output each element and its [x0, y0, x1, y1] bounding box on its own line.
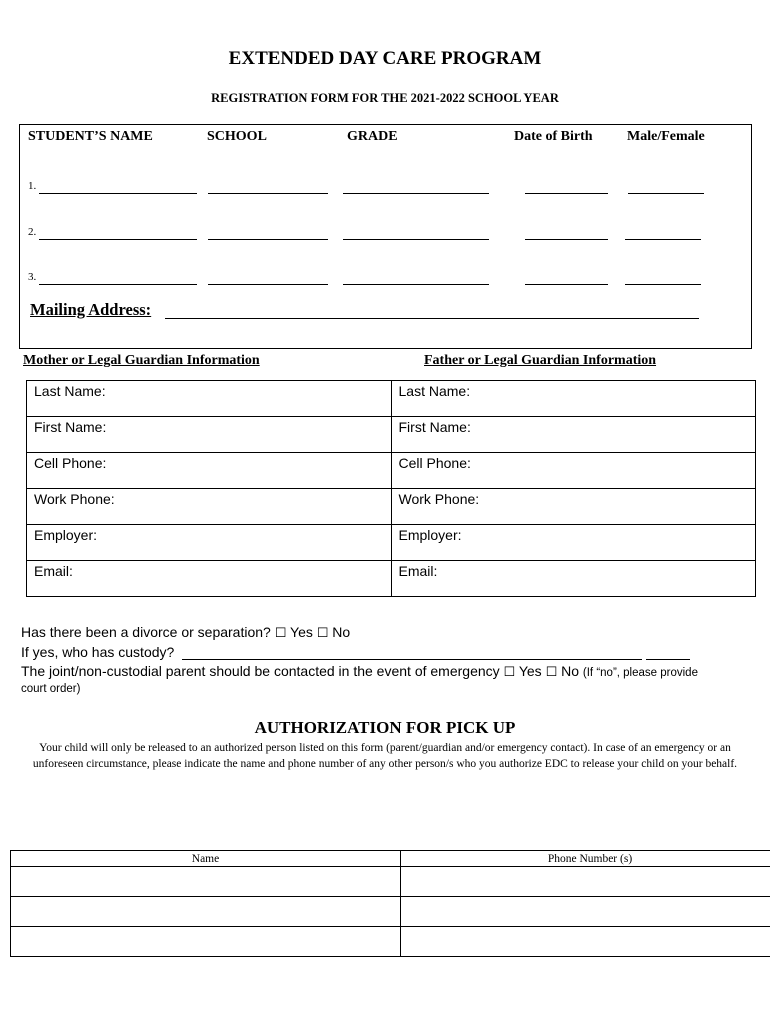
mother-first-name-field[interactable]: First Name: — [27, 417, 392, 453]
mother-last-name-field[interactable]: Last Name: — [27, 381, 392, 417]
col-header-school: SCHOOL — [207, 129, 267, 144]
col-header-sex: Male/Female — [627, 129, 705, 144]
school-field-1[interactable] — [208, 193, 328, 194]
col-header-student-name: STUDENT’S NAME — [28, 129, 153, 144]
table-row — [27, 453, 756, 489]
row-number-1: 1. — [28, 180, 37, 192]
col-header-date-of-birth: Date of Birth — [514, 129, 593, 144]
student-name-field-1[interactable] — [39, 193, 197, 194]
authorization-text: Your child will only be released to an authorized person listed on this form (parent/guardian and/or emergency contact). In case of an emergency or an unforeseen circumstance, please indicate the name and phone number of any other person/s who you authorize EDC to release your child on your behalf. — [32, 742, 738, 770]
emergency-no-checkbox[interactable]: ☐ — [545, 665, 558, 680]
emergency-question: The joint/non-custodial parent should be contacted in the event of emergency — [21, 663, 500, 679]
table-row — [27, 417, 756, 453]
mother-guardian-heading: Mother or Legal Guardian Information — [23, 353, 260, 368]
mother-email-field[interactable]: Email: — [27, 561, 392, 597]
divorce-question: Has there been a divorce or separation? — [21, 624, 271, 640]
divorce-question-line — [21, 624, 350, 641]
divorce-no-label: No — [332, 624, 351, 640]
sex-field-2[interactable] — [625, 239, 701, 240]
divorce-yes-label: Yes — [290, 624, 313, 640]
emergency-yes-checkbox[interactable]: ☐ — [503, 665, 516, 680]
date-of-birth-field-3[interactable] — [525, 284, 608, 285]
grade-field-3[interactable] — [343, 284, 489, 285]
pickup-name-field-2[interactable] — [11, 897, 401, 927]
form-title: EXTENDED DAY CARE PROGRAM — [228, 48, 542, 69]
grade-field-1[interactable] — [343, 193, 489, 194]
pickup-phone-field-1[interactable] — [401, 867, 770, 897]
court-order-note: (If “no”, please provide — [582, 667, 698, 679]
emergency-no-label: No — [561, 663, 580, 679]
custody-question: If yes, who has custody? — [21, 644, 175, 660]
father-last-name-field[interactable]: Last Name: — [391, 381, 756, 417]
row-number-2: 2. — [28, 226, 37, 238]
pickup-authorization-table — [10, 850, 770, 957]
table-row — [11, 867, 770, 897]
father-email-field[interactable]: Email: — [391, 561, 756, 597]
custody-field-extension[interactable] — [646, 659, 690, 660]
sex-field-3[interactable] — [625, 284, 701, 285]
mother-work-phone-field[interactable]: Work Phone: — [27, 489, 392, 525]
school-field-2[interactable] — [208, 239, 328, 240]
table-row — [27, 525, 756, 561]
table-header-row — [11, 851, 770, 867]
school-field-3[interactable] — [208, 284, 328, 285]
phone-column-header: Phone Number (s) — [401, 851, 770, 867]
col-header-grade: GRADE — [347, 129, 398, 144]
divorce-no-checkbox[interactable]: ☐ — [316, 626, 329, 641]
table-row — [11, 927, 770, 957]
form-subtitle: REGISTRATION FORM FOR THE 2021-2022 SCHOOL YEAR — [211, 91, 559, 105]
name-column-header: Name — [11, 851, 401, 867]
father-work-phone-field[interactable]: Work Phone: — [391, 489, 756, 525]
table-row — [27, 489, 756, 525]
father-cell-phone-field[interactable]: Cell Phone: — [391, 453, 756, 489]
table-row — [27, 561, 756, 597]
sex-field-1[interactable] — [628, 193, 704, 194]
date-of-birth-field-1[interactable] — [525, 193, 608, 194]
authorization-title: AUTHORIZATION FOR PICK UP — [254, 718, 516, 737]
table-row — [11, 897, 770, 927]
pickup-phone-field-3[interactable] — [401, 927, 770, 957]
pickup-phone-field-2[interactable] — [401, 897, 770, 927]
pickup-name-field-1[interactable] — [11, 867, 401, 897]
student-name-field-3[interactable] — [39, 284, 197, 285]
father-first-name-field[interactable]: First Name: — [391, 417, 756, 453]
mother-cell-phone-field[interactable]: Cell Phone: — [27, 453, 392, 489]
grade-field-2[interactable] — [343, 239, 489, 240]
emergency-contact-line — [21, 663, 698, 680]
mailing-address-field[interactable] — [165, 318, 699, 319]
divorce-yes-checkbox[interactable]: ☐ — [274, 626, 287, 641]
date-of-birth-field-2[interactable] — [525, 239, 608, 240]
mother-employer-field[interactable]: Employer: — [27, 525, 392, 561]
custody-field[interactable] — [182, 659, 642, 660]
emergency-yes-label: Yes — [518, 663, 542, 679]
guardian-info-table — [26, 380, 756, 597]
court-order-note-continued: court order) — [21, 683, 81, 695]
row-number-3: 3. — [28, 271, 37, 283]
pickup-name-field-3[interactable] — [11, 927, 401, 957]
mailing-address-label: Mailing Address: — [30, 300, 152, 319]
father-guardian-heading: Father or Legal Guardian Information — [424, 353, 657, 368]
student-info-box — [19, 124, 752, 349]
student-name-field-2[interactable] — [39, 239, 197, 240]
table-row — [27, 381, 756, 417]
father-employer-field[interactable]: Employer: — [391, 525, 756, 561]
